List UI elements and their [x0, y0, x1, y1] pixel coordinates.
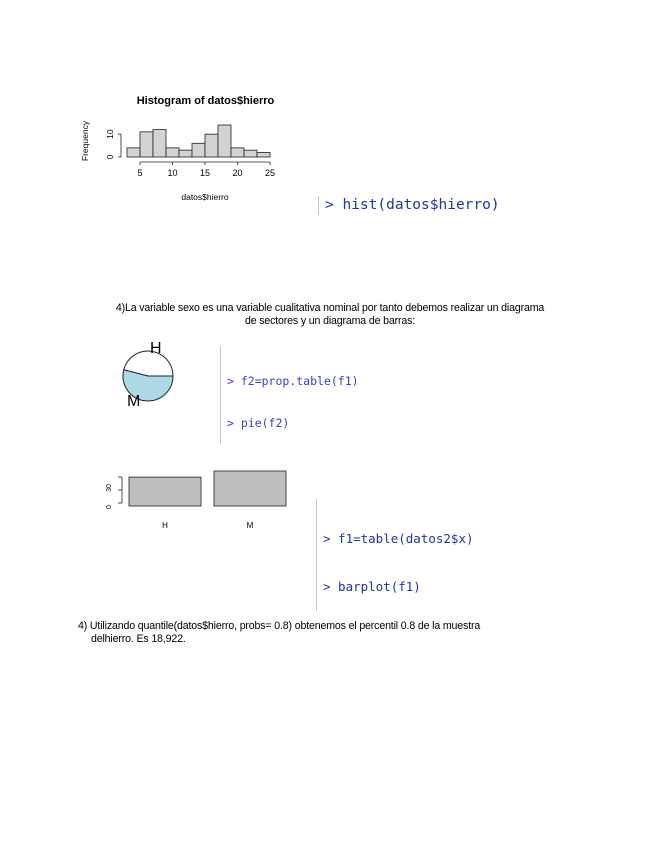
paragraph-percentil-line2: delhierro. Es 18,922. [91, 633, 186, 645]
pie-code-line1: > f2=prop.table(f1) [227, 374, 359, 388]
hist-y-label: Frequency [80, 120, 90, 162]
hist-x-tick-label: 5 [137, 168, 143, 178]
histogram-title: Histogram of datos$hierro [136, 95, 275, 107]
pie-label-m: M [127, 393, 141, 410]
hist-x-tick-label: 10 [167, 168, 178, 178]
pie-label-h: H [150, 340, 162, 357]
hist-x-tick-label: 25 [264, 168, 276, 178]
pie-code-line2: > pie(f2) [227, 416, 290, 430]
hist-x-tick-label: 20 [232, 168, 243, 178]
hist-x-label: datos$hierro [181, 192, 229, 202]
hist-y-tick-label: 10 [105, 129, 115, 139]
paragraph-percentil [78, 620, 558, 646]
hist-code: > hist(datos$hierro) [318, 196, 500, 215]
paragraph-sexo-line1: 4)La variable sexo es una variable cualitativa nominal por tanto debemos realizar un diagrama [115, 302, 545, 314]
bar [129, 477, 201, 506]
paragraph-sexo-line2: de sectores y un diagrama de barras: [244, 315, 416, 327]
paragraph-percentil-line1: 4) Utilizando quantile(datos$hierro, probs= 0.8) obtenemos el percentil 0.8 de la muestra [78, 620, 481, 632]
bar-y-tick-label: 30 [106, 484, 113, 492]
bar-category-label: H [162, 521, 168, 530]
hist-x-tick-label: 15 [199, 168, 211, 178]
bar [214, 471, 286, 506]
barplot-code [316, 499, 474, 611]
barplot-code-line1: > f1=table(datos2$x) [323, 531, 474, 546]
barplot-code-line2: > barplot(f1) [323, 579, 421, 594]
hist-y-tick-label: 0 [105, 154, 115, 160]
bar-category-label: M [246, 521, 254, 530]
bar-y-tick-label: 0 [106, 505, 113, 509]
